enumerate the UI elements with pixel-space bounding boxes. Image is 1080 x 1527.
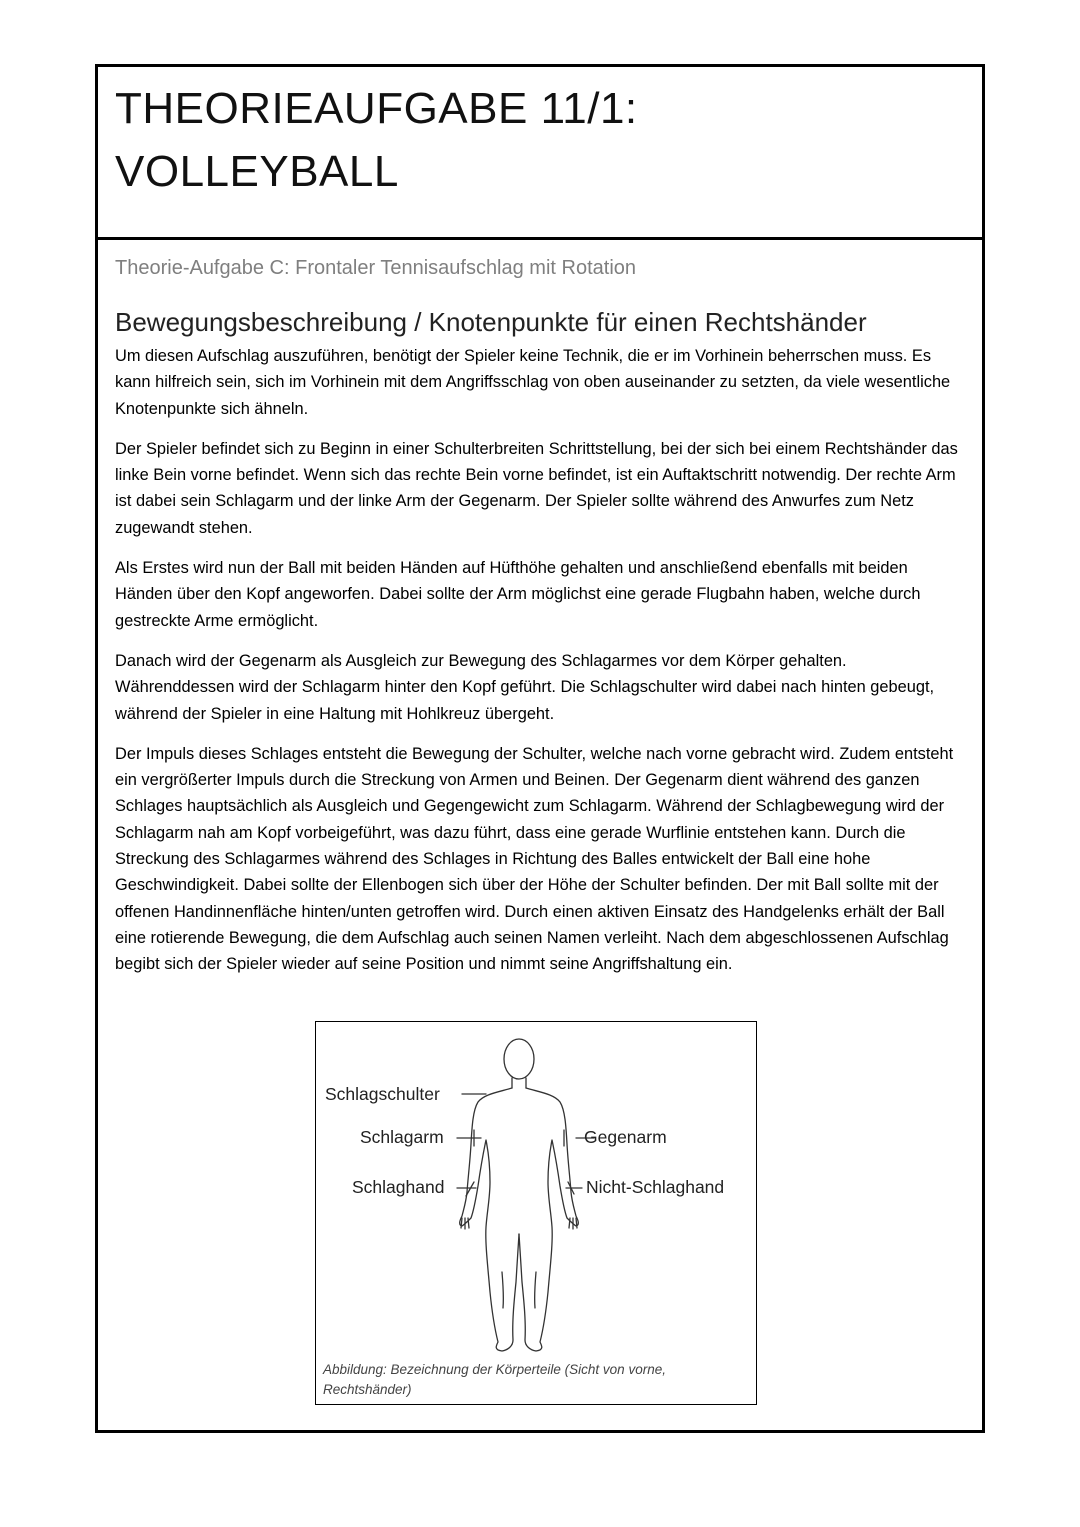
human-body-outline-icon (316, 1022, 756, 1404)
page-title-line-2: VOLLEYBALL (115, 147, 399, 196)
page-title-line-1: THEORIEAUFGABE 11/1: (115, 84, 638, 133)
document-frame (95, 64, 985, 1433)
label-schlagarm: Schlagarm (360, 1127, 444, 1147)
label-schlagschulter: Schlagschulter (325, 1084, 440, 1104)
paragraph-2: Der Spieler befindet sich zu Beginn in einer Schulterbreiten Schrittstellung, bei der sich bei einem Rechtshänder das linke Bein vorne befindet. Wenn sich das rechte Bein vorne befindet, ist ein Auftaktschritt notwendig. Der rechte Arm ist dabei sein Schlagarm und der linke Arm der Gegenarm. Der Spieler sollte während des Anwurfes zum Netz zugewandt stehen. (115, 439, 958, 537)
label-nicht-schlaghand: Nicht-Schlaghand (586, 1177, 725, 1197)
section-heading: Bewegungsbeschreibung / Knotenpunkte für einen Rechtshänder (115, 307, 867, 337)
body-diagram-figure (315, 1021, 757, 1405)
label-gegenarm: Gegenarm (584, 1127, 667, 1147)
paragraph-4: Danach wird der Gegenarm als Ausgleich zur Bewegung des Schlagarmes vor dem Körper gehalten. Währenddessen wird der Schlagarm hinter den Kopf geführt. Die Schlagschulter wird dabei nach hinten gebeugt, während der Spieler in eine Haltung mit Hohlkreuz übergeht. (115, 651, 935, 723)
title-box (98, 67, 982, 240)
paragraph-1: Um diesen Aufschlag auszuführen, benötigt der Spieler keine Technik, die er im Vorhinein beherrschen muss. Es kann hilfreich sein, sich im Vorhinein mit dem Angriffsschlag von oben auseinander zu setzten, da viele wesentliche Knotenpunkte sich ähneln. (115, 347, 951, 418)
paragraph-5: Der Impuls dieses Schlages entsteht die Bewegung der Schulter, welche nach vorne gebracht wird. Zudem entsteht ein vergrößerter Impuls durch die Streckung von Armen und Beinen. Der Gegenarm dient während des ganzen Schlages hauptsächlich als Ausgleich und Gegengewicht zum Schlagarm. Während der Schlagbewegung wird der Schlagarm nah am Kopf vorbeigeführt, was dazu führt, dass eine gerade Wurflinie entstehen kann. Durch die Streckung des Schlagarmes während des Schlages in Richtung des Balles entwickelt der Ball eine hohe Geschwindigkeit. Dabei sollte der Ellenbogen sich über der Höhe der Schulter befinden. Der mit Ball sollte mit der offenen Handinnenfläche hinten/unten getroffen wird. Durch einen aktiven Einsatz des Handgelenks erhält der Ball eine rotierende Bewegung, die dem Aufschlag auch seinen Namen verleiht. Nach dem abgeschlossenen Aufschlag begibt sich der Spieler wieder auf seine Position und nimmt seine Angriffshaltung ein. (115, 744, 954, 974)
body-text (115, 343, 965, 992)
subtitle: Theorie-Aufgabe C: Frontaler Tennisaufschlag mit Rotation (115, 257, 637, 279)
label-schlaghand: Schlaghand (352, 1177, 445, 1197)
paragraph-3: Als Erstes wird nun der Ball mit beiden Händen auf Hüfthöhe gehalten und anschließend ebenfalls mit beiden Händen über den Kopf angeworfen. Dabei sollte der Arm möglichst eine gerade Flugbahn haben, welche durch gestreckte Arme ermöglicht. (115, 559, 921, 630)
figure-caption: Abbildung: Bezeichnung der Körperteile (Sicht von vorne, Rechtshänder) (323, 1362, 666, 1397)
